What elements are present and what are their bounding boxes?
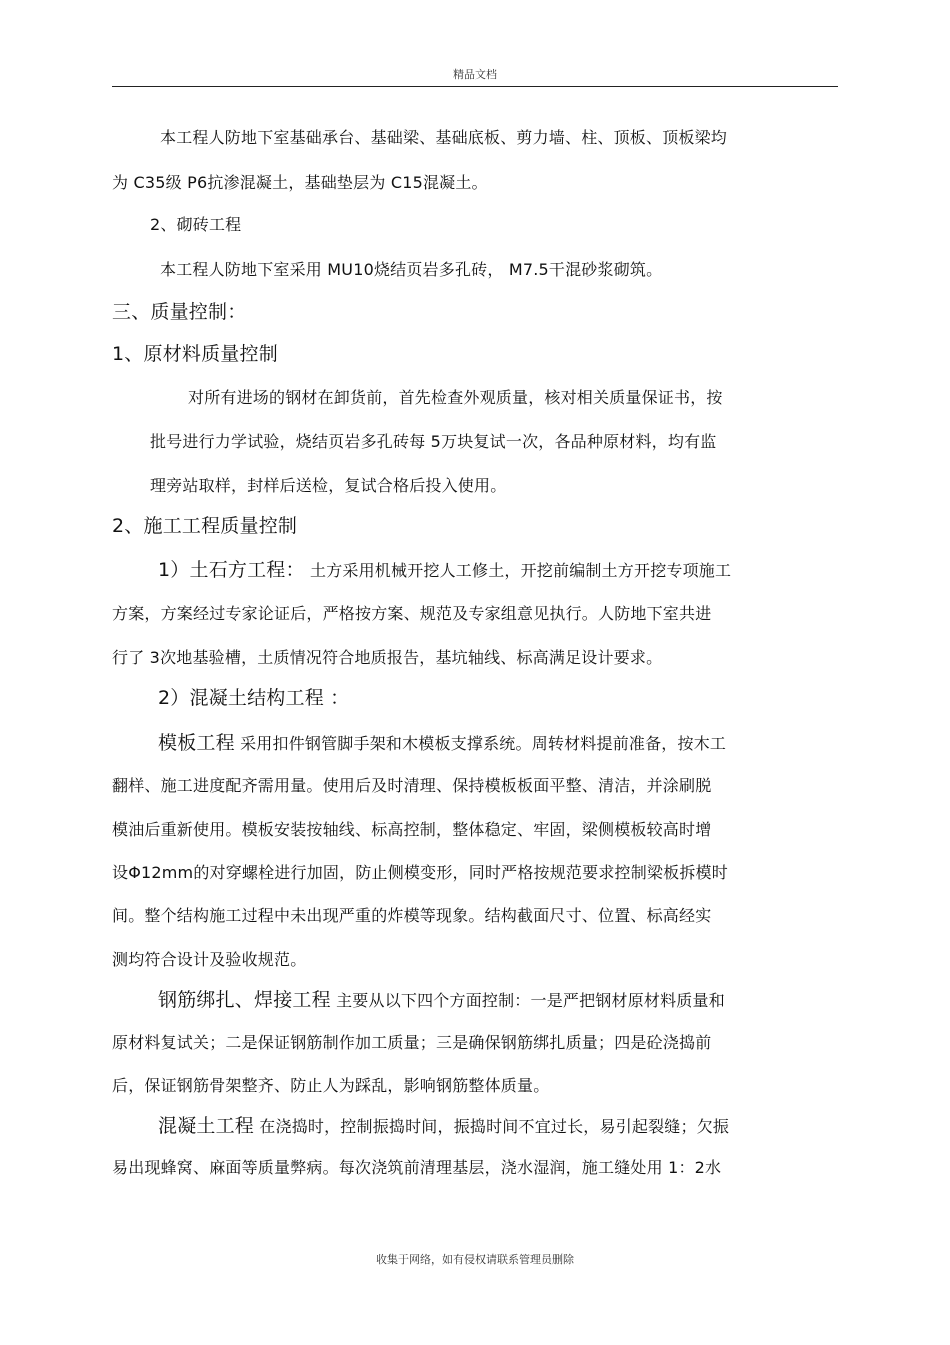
section-heading: 三、质量控制： (112, 301, 247, 323)
inline-heading: 混凝土工程 (158, 1115, 255, 1137)
paragraph-line (158, 990, 725, 1011)
page-header: 精品文档 (453, 68, 497, 81)
inline-text: 主要从以下四个方面控制：一是严把钢材原材料质量和 (330, 991, 725, 1010)
section-heading: 2、施工工程质量控制 (112, 515, 298, 537)
inline-heading: 钢筋绑扎、焊接工程 (158, 989, 331, 1011)
paragraph-line (158, 688, 349, 709)
paragraph-line: 对所有进场的钢材在卸货前，首先检查外观质量，核对相关质量保证书，按 (188, 388, 723, 407)
paragraph-line: 本工程人防地下室采用 MU10烧结页岩多孔砖， M7.5干混砂浆砌筑。 (160, 260, 663, 279)
paragraph-line (158, 560, 731, 581)
inline-text: 采用扣件钢管脚手架和木模板支撑系统。周转材料提前准备，按木工 (234, 734, 727, 753)
paragraph-line: 行了 3次地基验槽，土质情况符合地质报告，基坑轴线、标高满足设计要求。 (112, 648, 663, 667)
paragraph-line: 理旁站取样，封样后送检，复试合格后投入使用。 (150, 476, 507, 495)
inline-text: 在浇捣时，控制振捣时间，振捣时间不宜过长，易引起裂缝；欠振 (254, 1117, 730, 1136)
page-footer: 收集于网络，如有侵权请联系管理员删除 (376, 1253, 574, 1266)
paragraph-line (158, 1116, 729, 1137)
section-heading: 1、原材料质量控制 (112, 343, 278, 365)
paragraph-line: 原材料复试关；二是保证钢筋制作加工质量；三是确保钢筋绑扎质量；四是砼浇捣前 (112, 1033, 712, 1052)
inline-heading: 模板工程 (158, 732, 235, 754)
inline-heading: 2）混凝土结构工程 ： (158, 687, 350, 709)
paragraph-line: 易出现蜂窝、麻面等质量弊病。每次浇筑前清理基层，浇水湿润，施工缝处用 1：2水 (112, 1158, 722, 1177)
header-rule (112, 86, 838, 87)
inline-text: 土方采用机械开挖人工修土，开挖前编制土方开挖专项施工 (304, 561, 732, 580)
paragraph-line: 批号进行力学试验，烧结页岩多孔砖每 5万块复试一次，各品种原材料，均有监 (150, 432, 717, 451)
paragraph-line (158, 733, 726, 754)
paragraph-line: 后，保证钢筋骨架整齐、防止人为踩乱，影响钢筋整体质量。 (112, 1076, 550, 1095)
paragraph-line: 间。整个结构施工过程中未出现严重的炸模等现象。结构截面尺寸、位置、标高经实 (112, 906, 712, 925)
inline-heading: 1）土石方工程： (158, 559, 305, 581)
paragraph-line: 为 C35级 P6抗渗混凝土，基础垫层为 C15混凝土。 (112, 173, 488, 192)
section-subheading: 2、砌砖工程 (150, 215, 242, 234)
paragraph-line: 设Φ12mm的对穿螺栓进行加固，防止侧模变形，同时严格按规范要求控制梁板拆模时 (112, 863, 728, 882)
paragraph-line: 本工程人防地下室基础承台、基础梁、基础底板、剪力墙、柱、顶板、顶板梁均 (160, 128, 728, 147)
paragraph-line: 翻样、施工进度配齐需用量。使用后及时清理、保持模板板面平整、清洁，并涂刷脱 (112, 776, 712, 795)
paragraph-line: 方案，方案经过专家论证后，严格按方案、规范及专家组意见执行。人防地下室共进 (112, 604, 712, 623)
paragraph-line: 测均符合设计及验收规范。 (112, 950, 307, 969)
paragraph-line: 模油后重新使用。模板安装按轴线、标高控制，整体稳定、牢固，梁侧模板较高时增 (112, 820, 712, 839)
